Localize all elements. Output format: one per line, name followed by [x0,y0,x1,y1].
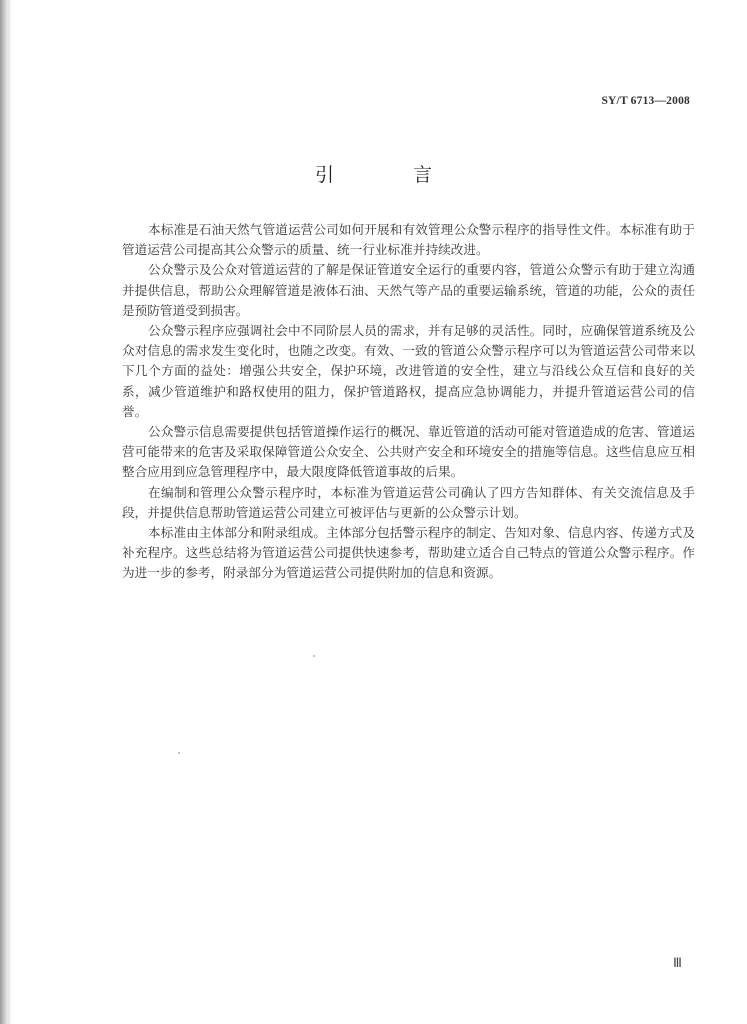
paragraph: 公众警示程序应强调社会中不同阶层人员的需求，并有足够的灵活性。同时，应确保管道系统及公众对信息的需求发生变化时，也随之改变。有效、一致的管道公众警示程序可以为管道运营公司带来以下几个方面的益处：增强公共安全，保护环境，改进管道的安全性，建立与沿线公众互信和良好的关系，减少管道维护和路权使用的阻力，保护管道路权，提高应急协调能力，并提升管道运营公司的信誉。 [122,323,695,419]
paragraph: 公众警示信息需要提供包括管道操作运行的概况、靠近管道的活动可能对管道造成的危害、管道运营可能带来的危害及采取保障管道公众安全、公共财产安全和环境安全的措施等信息。这些信息应互相整合应用到应急管理程序中，最大限度降低管道事故的后果。 [122,424,695,480]
scan-edge-shadow [8,0,12,1024]
standard-code: SY/T 6713—2008 [601,95,690,107]
paragraph: 公众警示及公众对管道运营的了解是保证管道安全运行的重要内容，管道公众警示有助于建立沟通并提供信息，帮助公众理解管道是液体石油、天然气等产品的重要运输系统，管道的功能，公众的责任是预防管道受到损害。 [122,262,695,318]
scan-speck [178,752,180,754]
document-body [122,220,695,584]
paragraph: 本标准是石油天然气管道运营公司如何开展和有效管理公众警示程序的指导性文件。本标准有助于管道运营公司提高其公众警示的质量、统一行业标准并持续改进。 [122,222,695,258]
paragraph: 在编制和管理公众警示程序时，本标准为管道运营公司确认了四方告知群体、有关交流信息及手段，并提供信息帮助管道运营公司建立可被评估与更新的公众警示计划。 [122,484,695,520]
scan-binding-edge [0,0,8,1024]
scan-speck [313,655,315,657]
paragraph: 本标准由主体部分和附录组成。主体部分包括警示程序的制定、告知对象、信息内容、传递方式及补充程序。这些总结将为管道运营公司提供快速参考，帮助建立适合自己特点的管道公众警示程序。作为进一步的参考，附录部分为管道运营公司提供附加的信息和资源。 [122,525,695,581]
page-title: 引 言 [314,164,462,186]
page-number: Ⅲ [673,955,683,970]
